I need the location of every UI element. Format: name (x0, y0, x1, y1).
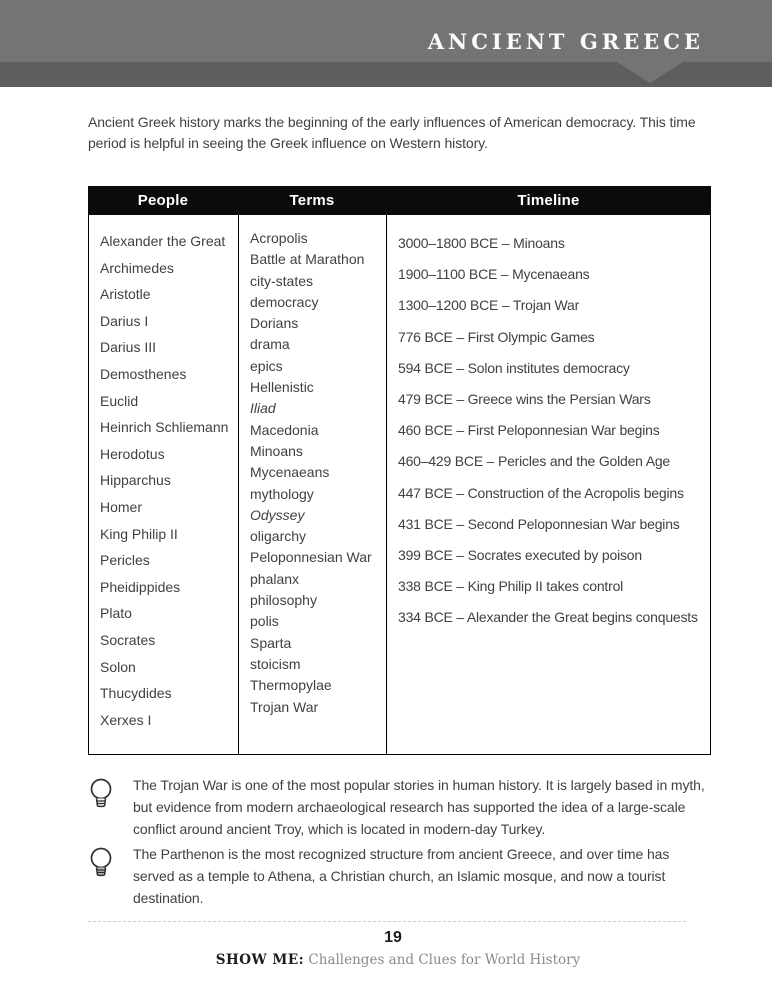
terms-item: Macedonia (250, 421, 319, 438)
terms-item: Peloponnesian War (250, 549, 372, 566)
people-item: Solon (100, 658, 136, 675)
people-item: Heinrich Schliemann (100, 419, 229, 436)
timeline-item: 479 BCE – Greece wins the Persian Wars (398, 391, 651, 408)
terms-item: drama (250, 336, 290, 353)
timeline-item: 431 BCE – Second Peloponnesian War begins (398, 515, 680, 532)
terms-column (239, 215, 387, 754)
timeline-item: 338 BCE – King Philip II takes control (398, 578, 624, 595)
terms-item: Iliad (250, 400, 276, 417)
people-item: King Philip II (100, 525, 178, 542)
terms-item: polis (250, 613, 279, 630)
column-header-terms: Terms (289, 192, 335, 209)
terms-item: city-states (250, 272, 314, 289)
terms-item: Trojan War (250, 698, 319, 715)
lightbulb-icon (88, 846, 114, 887)
terms-item: Hellenistic (250, 379, 314, 396)
people-item: Demosthenes (100, 365, 187, 382)
people-item: Socrates (100, 631, 156, 648)
people-column (89, 215, 239, 754)
lightbulb-icon (88, 777, 114, 818)
people-item: Pericles (100, 552, 150, 569)
footer-series-line (88, 952, 708, 968)
page-number: 19 (384, 929, 402, 946)
terms-item: Acropolis (250, 230, 308, 246)
terms-item: epics (250, 357, 283, 374)
timeline-item: 460 BCE – First Peloponnesian War begins (398, 422, 660, 439)
page-title: ANCIENT GREECE (427, 29, 704, 54)
terms-item: oligarchy (250, 528, 307, 545)
terms-item: Odyssey (250, 506, 305, 523)
terms-item: Mycenaeans (250, 464, 330, 481)
people-item: Darius I (100, 312, 149, 329)
timeline-item: 399 BCE – Socrates executed by poison (398, 547, 642, 564)
series-subtitle: Challenges and Clues for World History (304, 952, 581, 968)
timeline-item: 776 BCE – First Olympic Games (398, 328, 595, 345)
timeline-item: 460–429 BCE – Pericles and the Golden Age (398, 453, 670, 470)
timeline-column (387, 215, 710, 754)
terms-item: Sparta (250, 634, 292, 651)
terms-item: Thermopylae (250, 677, 332, 694)
note-text: The Parthenon is the most recognized structure from ancient Greece, and over time has served as a temple to Athena, a Christian church, an Islamic mosque, and now a tourist destination. (133, 846, 670, 906)
timeline-item: 334 BCE – Alexander the Great begins conquests (398, 609, 698, 626)
timeline-item: 447 BCE – Construction of the Acropolis begins (398, 484, 684, 501)
people-item: Hipparchus (100, 472, 171, 489)
terms-item: Dorians (250, 315, 299, 332)
series-title: SHOW ME: (215, 952, 305, 968)
people-item: Euclid (100, 392, 139, 409)
timeline-item: 3000–1800 BCE – Minoans (398, 235, 565, 251)
terms-item: phalanx (250, 570, 300, 587)
note-text: The Trojan War is one of the most popular stories in human history. It is largely based in myth, but evidence from modern archaeological research has supported the idea of a large-scale conflict around ancient Troy, which is located in modern-day Turkey. (133, 777, 705, 837)
header-triangle-ornament (617, 62, 683, 83)
note-trojan-war (88, 774, 708, 840)
note-parthenon (88, 843, 708, 909)
people-item: Pheidippides (100, 578, 181, 595)
terms-item: Minoans (250, 442, 303, 459)
people-item: Archimedes (100, 259, 174, 276)
terms-item: philosophy (250, 592, 317, 609)
terms-item: mythology (250, 485, 314, 502)
timeline-item: 1900–1100 BCE – Mycenaeans (398, 266, 590, 283)
people-item: Thucydides (100, 685, 172, 702)
footer-divider (88, 921, 686, 922)
people-item: Aristotle (100, 286, 151, 303)
people-item: Herodotus (100, 445, 165, 462)
people-item: Darius III (100, 339, 157, 356)
table-header-row (88, 186, 711, 215)
column-header-people: People (137, 192, 189, 209)
table-body (88, 215, 711, 755)
people-item: Xerxes I (100, 711, 152, 728)
people-item: Plato (100, 605, 132, 622)
terms-item: democracy (250, 293, 319, 310)
notes-section (88, 774, 708, 912)
timeline-item: 1300–1200 BCE – Trojan War (398, 297, 580, 314)
terms-item: Battle at Marathon (250, 251, 365, 268)
timeline-item: 594 BCE – Solon institutes democracy (398, 359, 630, 376)
column-header-timeline: Timeline (517, 192, 580, 209)
people-item: Homer (100, 498, 143, 515)
content-table (88, 186, 711, 755)
people-item: Alexander the Great (100, 233, 226, 249)
intro-paragraph: Ancient Greek history marks the beginning of the early influences of American democracy. This time period is helpful in seeing the Greek influence on Western history. (88, 114, 696, 151)
terms-item: stoicism (250, 655, 301, 672)
